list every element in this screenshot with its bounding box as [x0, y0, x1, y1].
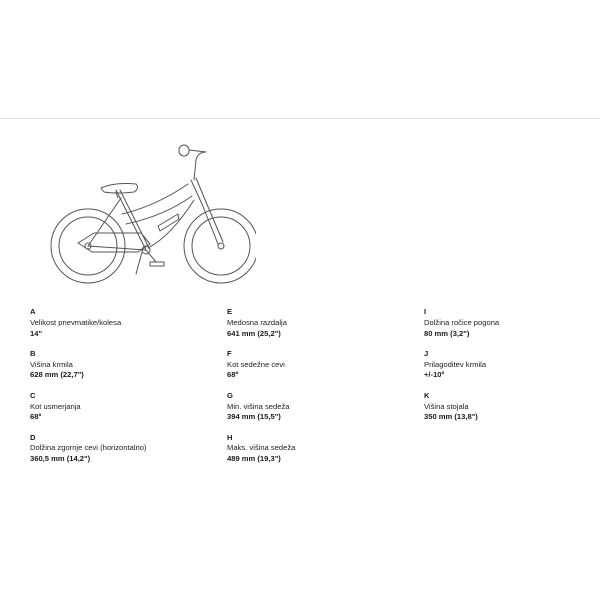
spec-label: Velikost pnevmatike/kolesa [30, 317, 122, 327]
spec-value: 80 mm (3,2") [424, 328, 470, 338]
spec-item [424, 307, 600, 339]
spec-label: Dolžina zgornje cevi (horizontalno) [30, 443, 147, 453]
spec-value: 360,5 mm (14,2") [30, 454, 91, 464]
spec-column [227, 307, 424, 475]
spec-value: 350 mm (13,8") [424, 412, 478, 422]
spec-item [424, 391, 600, 423]
spec-label: Prilagoditev krmila [424, 359, 487, 369]
spec-letter: B [30, 348, 36, 358]
spec-letter: A [30, 307, 36, 316]
spec-value: 394 mm (15,5") [227, 412, 281, 422]
spec-value: 68º [30, 412, 42, 422]
spec-value: 628 mm (22,7") [30, 370, 84, 380]
spec-label: Min. višina sedeža [227, 401, 290, 411]
spec-letter: D [30, 432, 36, 442]
spec-letter: E [227, 307, 233, 316]
spec-column [424, 307, 600, 475]
spec-letter: F [227, 348, 232, 358]
spec-value: +/-10º [424, 370, 445, 380]
spec-column [30, 307, 227, 475]
spec-label: Višina stojala [424, 401, 469, 411]
spec-label: Medosna razdalja [227, 317, 287, 327]
spec-value: 641 mm (25,2") [227, 328, 281, 338]
spec-item [227, 391, 424, 423]
spec-label: Kot usmerjanja [30, 401, 81, 411]
spec-item [30, 307, 227, 339]
spec-value: 489 mm (19,3") [227, 454, 281, 464]
spec-item [227, 433, 424, 465]
spec-item [227, 307, 424, 339]
spec-letter: G [227, 390, 233, 400]
spec-item [30, 349, 227, 381]
spec-item [227, 349, 424, 381]
spec-label: Maks. višina sedeža [227, 443, 296, 453]
spec-letter: J [424, 348, 429, 358]
spec-label: Kot sedežne cevi [227, 359, 285, 369]
spec-letter: C [30, 390, 36, 400]
specification-list [30, 307, 590, 475]
spec-item [424, 349, 600, 381]
divider [0, 118, 600, 119]
spec-letter: K [424, 390, 430, 400]
spec-letter: H [227, 432, 233, 442]
spec-value: 14" [30, 328, 43, 338]
spec-item [30, 391, 227, 423]
bicycle-illustration [46, 140, 256, 285]
spec-label: Dolžina ročice pogona [424, 317, 500, 327]
spec-letter: I [424, 307, 427, 316]
spec-label: Višina krmila [30, 359, 73, 369]
spec-value: 68º [227, 370, 239, 380]
spec-item [30, 433, 227, 465]
